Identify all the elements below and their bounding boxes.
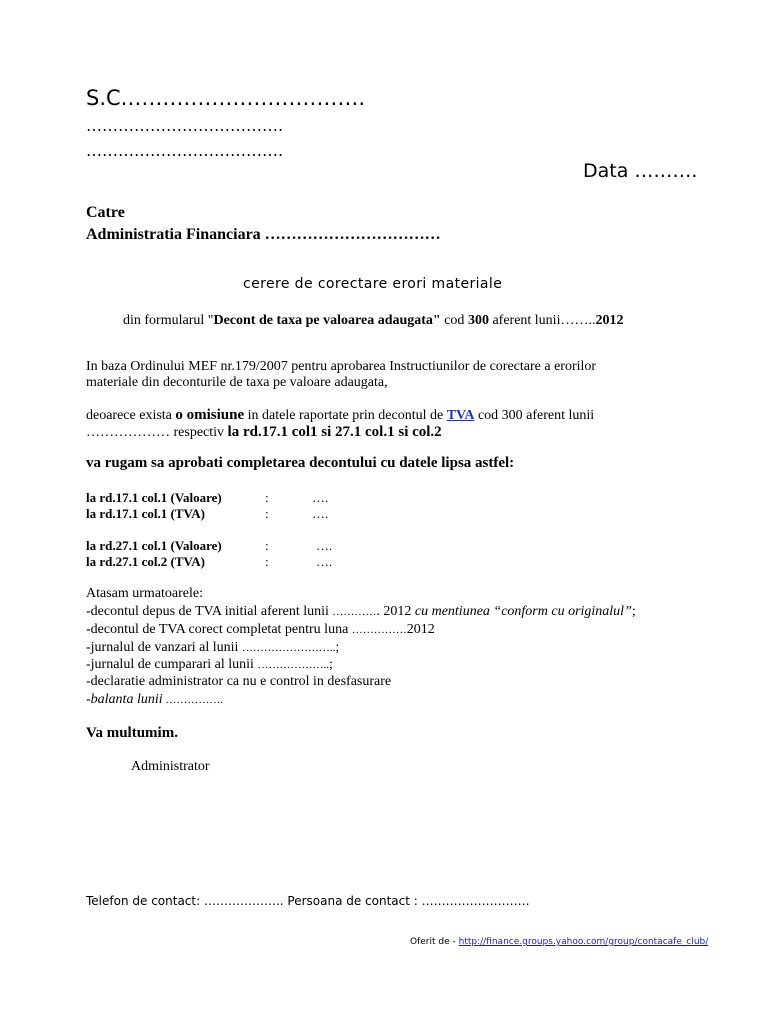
subtitle <box>123 313 623 329</box>
footer <box>410 937 708 947</box>
attachment-text: -balanta lunii <box>86 692 163 707</box>
row-value: …. <box>316 538 333 553</box>
attachment-text: -jurnalul de cumparari al lunii <box>86 657 258 672</box>
closing-text: Va multumim. <box>86 725 178 741</box>
attachment-item <box>86 622 435 638</box>
subtitle-cod-value: 300 <box>467 313 489 328</box>
paragraph-2-text-b: in datele raportate prin decontul de <box>244 408 447 423</box>
subtitle-cod-label: cod <box>440 313 468 328</box>
request-text: va rugam sa aprobati completarea decontului cu datele lipsa astfel: <box>86 455 515 471</box>
row-label: la rd.17.1 col.1 (TVA) <box>86 506 205 521</box>
row-separator: : <box>265 490 269 505</box>
subtitle-form-name: Decont de taxa pe valoarea adaugata" <box>213 313 441 328</box>
paragraph-2-line-2 <box>86 424 442 441</box>
paragraph-2-line-1 <box>86 407 594 424</box>
attachment-item <box>86 604 636 620</box>
footer-prefix: Oferit de - <box>410 937 459 947</box>
paragraph-1-line-2: materiale din deconturile de taxa pe valoare adaugata, <box>86 375 388 390</box>
row-value: …. <box>312 506 329 521</box>
paragraph-1-line-1: In baza Ordinului MEF nr.179/2007 pentru aprobarea Instructiunilor de corectare a erorilor <box>86 359 597 374</box>
date-field: Data ………. <box>583 160 698 182</box>
attachment-item <box>86 640 339 656</box>
signature-label: Administrator <box>131 759 210 774</box>
row-label: la rd.17.1 col.1 (Valoare) <box>86 490 222 505</box>
address-line-1: ………………………………. <box>86 116 284 135</box>
footer-url-link[interactable]: http://finance.groups.yahoo.com/group/contacafe_club/ <box>458 937 709 947</box>
recipient-authority: Administratia Financiara …………………………… <box>86 226 441 243</box>
row-value: …. <box>316 554 333 569</box>
attachment-text: 2012 <box>406 622 435 637</box>
contact-line: Telefon de contact: ……………….. Persoana de contact : ……………………… <box>86 894 530 908</box>
tva-link[interactable]: TVA <box>446 408 475 423</box>
attachment-text: -decontul depus de TVA initial aferent lunii <box>86 604 333 619</box>
subtitle-year: 2012 <box>595 313 624 328</box>
attachments-heading: Atasam urmatoarele: <box>86 586 204 601</box>
attachment-item <box>86 692 223 708</box>
attachment-dots: …………… <box>351 624 407 636</box>
paragraph-2-text-c: cod 300 aferent lunii <box>474 408 595 423</box>
attachment-dots: ……………. <box>162 694 224 706</box>
row-separator: : <box>265 554 269 569</box>
attachment-text: ; <box>631 604 636 619</box>
attachment-text: -decontul de TVA corect completat pentru luna <box>86 622 352 637</box>
paragraph-2-dots: ……………… respectiv <box>86 425 228 440</box>
row-value: …. <box>312 490 329 505</box>
attachment-item <box>86 657 333 673</box>
row-label: la rd.27.1 col.2 (TVA) <box>86 554 205 569</box>
attachment-dots: …………………….. <box>241 642 336 654</box>
paragraph-2-text-a: deoarece exista <box>86 408 176 423</box>
address-line-2: ………………………………. <box>86 141 284 160</box>
attachment-item: -declaratie administrator ca nu e control in desfasurare <box>86 674 392 689</box>
row-separator: : <box>265 538 269 553</box>
row-label: la rd.27.1 col.1 (Valoare) <box>86 538 222 553</box>
attachment-text: ; <box>335 640 340 655</box>
attachment-dots: ……………….. <box>257 659 329 671</box>
attachment-text: -jurnalul de vanzari al lunii <box>86 640 242 655</box>
omisiune-text: o omisiune <box>175 407 245 423</box>
document-title: cerere de corectare erori materiale <box>243 276 503 292</box>
subtitle-aferent: aferent lunii…….. <box>488 313 596 328</box>
attachment-text: ; <box>328 657 333 672</box>
company-name-line: S.C.……………………………. <box>86 86 366 110</box>
attachment-mention: cu mentiunea “conform cu originalul” <box>414 604 632 619</box>
attachment-dots: ………… <box>332 606 377 618</box>
attachment-text: . 2012 <box>376 604 415 619</box>
recipient-to: Catre <box>86 204 125 221</box>
subtitle-prefix: din formularul " <box>123 313 214 328</box>
row-separator: : <box>265 506 269 521</box>
paragraph-2-rows-bold: la rd.17.1 col1 si 27.1 col.1 si col.2 <box>227 424 442 440</box>
